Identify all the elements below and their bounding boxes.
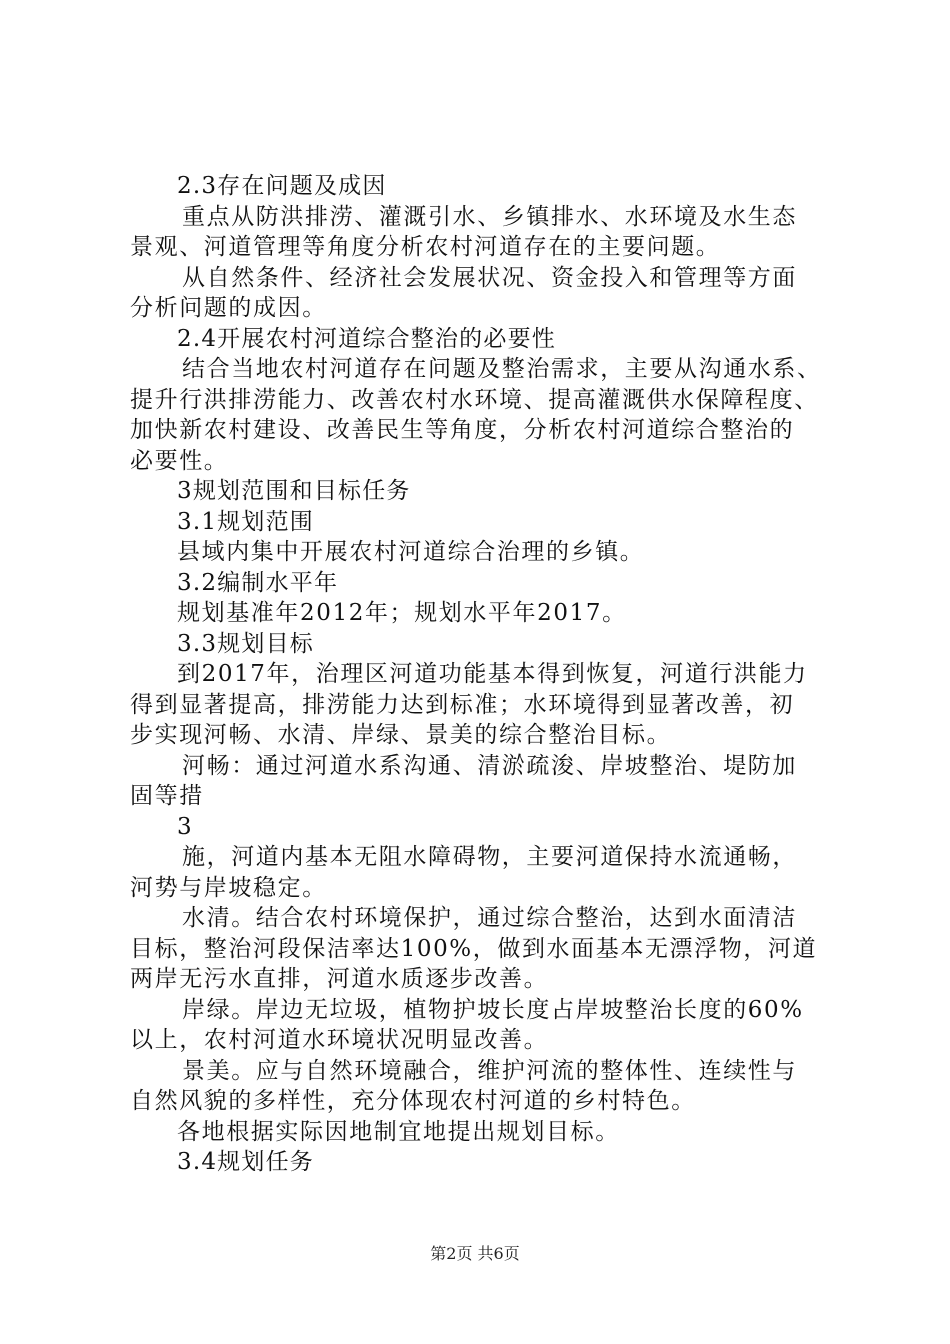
- section-heading: 3.1规划范围: [177, 508, 314, 535]
- paragraph-line: 加快新农村建设、改善民生等角度，分析农村河道综合整治的: [130, 417, 795, 443]
- section-heading: 2.4开展农村河道综合整治的必要性: [177, 325, 556, 352]
- paragraph-line: 分析问题的成因。: [130, 295, 327, 321]
- paragraph-line: 水清。结合农村环境保护，通过综合整治，达到水面清洁: [182, 905, 797, 931]
- paragraph-line: 河势与岸坡稳定。: [130, 874, 327, 901]
- paragraph-line: 景观、河道管理等角度分析农村河道存在的主要问题。: [130, 234, 721, 260]
- paragraph-line: 岸绿。岸边无垃圾，植物护坡长度占岸坡整治长度的60%: [182, 996, 804, 1023]
- document-body: [130, 171, 835, 1178]
- paragraph-line: 以上，农村河道水环境状况明显改善。: [130, 1027, 549, 1053]
- paragraph-line: 重点从防洪排涝、灌溉引水、乡镇排水、水环境及水生态: [182, 203, 797, 230]
- paragraph-line: 施，河道内基本无阻水障碍物，主要河道保持水流通畅，: [182, 844, 797, 870]
- paragraph-line: 两岸无污水直排，河道水质逐步改善。: [130, 966, 549, 992]
- page-number-inline: 3: [177, 813, 194, 840]
- section-heading: 3规划范围和目标任务: [177, 478, 411, 504]
- paragraph-line: 固等措: [130, 783, 204, 809]
- paragraph-line: 县域内集中开展农村河道综合治理的乡镇。: [177, 539, 645, 565]
- paragraph-line: 自然风貌的多样性，充分体现农村河道的乡村特色。: [130, 1088, 696, 1114]
- paragraph-line: 步实现河畅、水清、岸绿、景美的综合整治目标。: [130, 722, 672, 748]
- section-heading: 3.3规划目标: [177, 630, 314, 657]
- page-number-label: 第2页 共6页: [430, 1244, 520, 1263]
- paragraph-line: 提升行洪排涝能力、改善农村水环境、提高灌溉供水保障程度、: [130, 386, 819, 413]
- section-heading: 3.2编制水平年: [177, 569, 339, 596]
- paragraph-line: 必要性。: [130, 447, 229, 474]
- paragraph-line: 结合当地农村河道存在问题及整治需求，主要从沟通水系、: [182, 356, 822, 382]
- paragraph-line: 得到显著提高，排涝能力达到标准；水环境得到显著改善，初: [130, 691, 795, 718]
- page-footer: [0, 1244, 950, 1264]
- paragraph-line: 河畅：通过河道水系沟通、清淤疏浚、岸坡整治、堤防加: [182, 752, 797, 779]
- section-heading: 2.3存在问题及成因: [177, 173, 387, 199]
- paragraph-line: 从自然条件、经济社会发展状况、资金投入和管理等方面: [182, 264, 797, 291]
- paragraph-line: 景美。应与自然环境融合，维护河流的整体性、连续性与: [182, 1057, 797, 1084]
- section-heading: 3.4规划任务: [177, 1149, 314, 1175]
- paragraph-line: 各地根据实际因地制宜地提出规划目标。: [177, 1118, 620, 1145]
- paragraph-line: 规划基准年2012年；规划水平年2017。: [177, 600, 627, 626]
- paragraph-line: 目标，整治河段保洁率达100%，做到水面基本无漂浮物，河道: [130, 935, 818, 962]
- paragraph-line: 到2017年，治理区河道功能基本得到恢复，河道行洪能力: [177, 661, 808, 687]
